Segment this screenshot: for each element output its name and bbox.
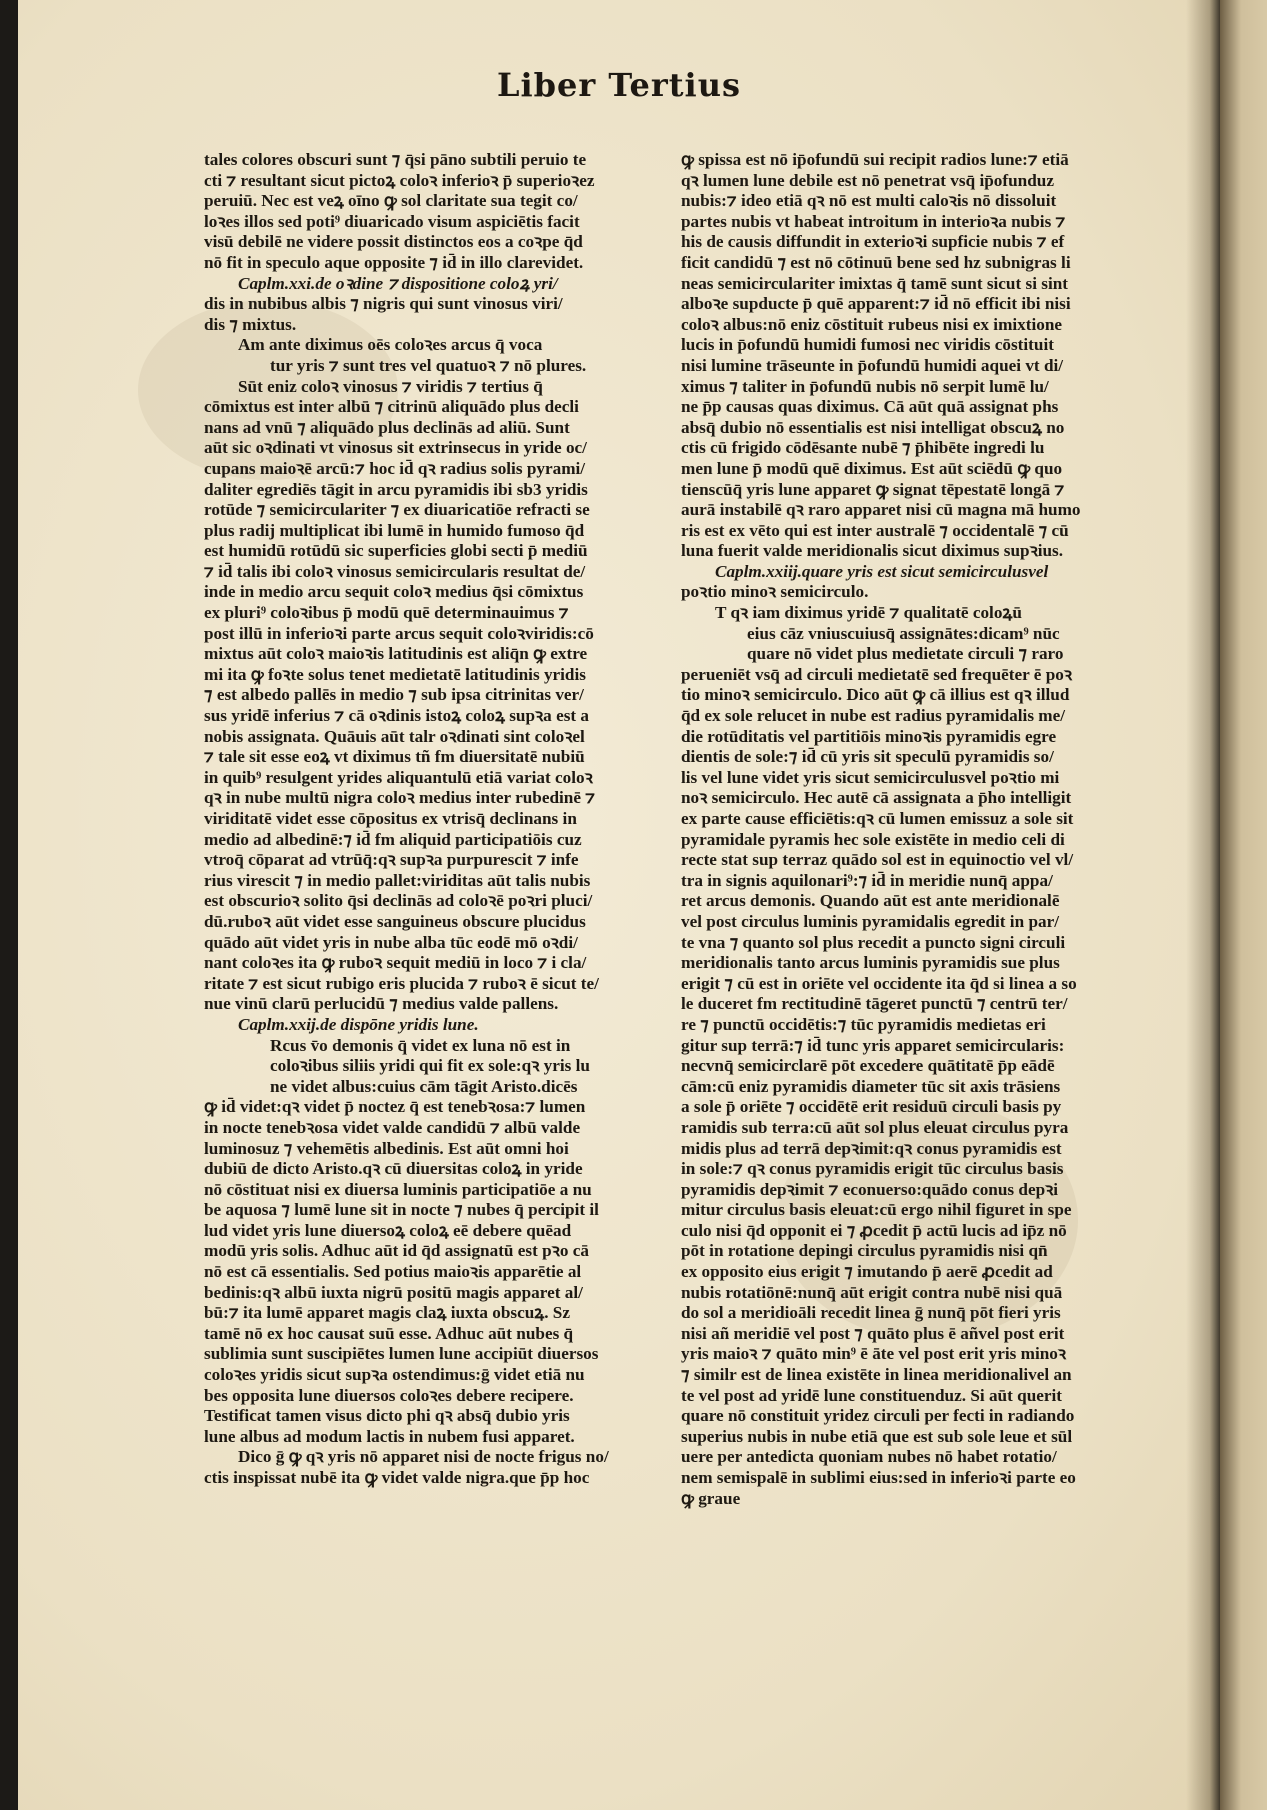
text-line: tio minoꝛ semicirculo. Dico aūt ꝙ cā illius est qꝛ illud xyxy=(681,685,1070,705)
text-line: vel post circulus luminis pyramidalis egredit in par/ xyxy=(681,911,1059,931)
text-line: nō cōstituat nisi ex diuersa luminis participatiōe a nu xyxy=(204,1179,592,1199)
text-line: qꝛ in nube multū nigra coloꝛ medius inter rubedinē ⁊ xyxy=(204,788,596,808)
text-line: coloꝛibus siliis yridi qui fit ex sole:qꝛ yris lu xyxy=(270,1056,590,1076)
text-line: in quib⁹ resulgent yrides aliquantulū etiā variat coloꝛ xyxy=(204,767,593,787)
text-line: meridionalis tanto arcus luminis pyramidis sue plus xyxy=(681,953,1060,973)
text-line: lud videt yris lune diuersoꝝ coloꝝ eē debere quēad xyxy=(204,1220,572,1240)
text-line: plus radij multiplicat ibi lumē in humido fumoso q̄d xyxy=(204,520,585,540)
text-line: sus yridē inferius ⁊ cā oꝛdinis istoꝝ coloꝝ supꝛa est a xyxy=(204,706,590,726)
text-line: die rotūditatis vel partitiōis minoꝛis pyramidis egre xyxy=(681,726,1057,746)
text-line: neas semicirculariter imixtas q̄ tamē sunt sicut si sint xyxy=(681,273,1069,293)
text-line: cti ⁊ resultant sicut pictoꝝ coloꝛ inferioꝛ p̄ superioꝛez xyxy=(204,170,595,190)
text-line: quare nō videt plus medietate circuli ⁊ raro xyxy=(747,644,1064,664)
text-line: ꝙ id̄ videt:qꝛ videt p̄ noctez q̄ est tenebꝛosa:⁊ lumen xyxy=(204,1097,586,1117)
text-line: cām:cū eniz pyramidis diameter tūc sit axis trāsiens xyxy=(681,1076,1061,1096)
text-line: nō est cā essentialis. Sed potius maioꝛis apparētie al xyxy=(204,1262,582,1282)
next-page-edge xyxy=(1220,0,1267,1810)
text-line: be aquosa ⁊ lumē lune sit in nocte ⁊ nubes q̄ percipit il xyxy=(204,1200,599,1220)
text-line: coloꝛes yridis sicut supꝛa ostendimus:ḡ videt etiā nu xyxy=(204,1365,585,1385)
text-line: lucis in p̄ofundū humidi fumosi nec viridis cōstituit xyxy=(681,335,1054,355)
text-line: nans ad vnū ⁊ aliquādo plus declinās ad aliū. Sunt xyxy=(204,417,570,437)
text-line: Am ante diximus oēs coloꝛes arcus q̄ voca xyxy=(238,335,543,355)
text-line: do sol a meridioāli recedit linea ḡ nunq̄ pōt fieri yris xyxy=(681,1303,1061,1323)
text-line: daliter egrediēs tāgit in arcu pyramidis ibi sb3 yridis xyxy=(204,479,588,499)
text-line: mitur circulus basis eleuat:cū ergo nihil figuret in spe xyxy=(681,1200,1072,1220)
text-line: nobis assignata. Quāuis aūt talr oꝛdinati sint coloꝛel xyxy=(204,726,585,746)
text-line: tales colores obscuri sunt ⁊ q̄si pāno subtili peruio te xyxy=(204,150,587,169)
text-line: sublimia sunt suscipiētes lumen lune accipiūt diuersos xyxy=(204,1344,599,1364)
text-line: his de causis diffundit in exterioꝛi supficie nubis ⁊ ef xyxy=(681,232,1065,252)
right-column xyxy=(681,150,1157,1509)
text-line: gitur sup terrā:⁊ id̄ tunc yris apparet semicircularis: xyxy=(681,1035,1065,1055)
text-line: dubiū de dicto Aristo.qꝛ cū diuersitas coloꝝ in yride xyxy=(204,1159,583,1179)
text-line: bedinis:qꝛ albū iuxta nigrū positū magis apparet al/ xyxy=(204,1282,583,1302)
text-line: ⁊ est albedo pallēs in medio ⁊ sub ipsa citrinitas ver/ xyxy=(204,685,584,705)
text-line: modū yris solis. Adhuc aūt id q̄d assignatū est pꝛo cā xyxy=(204,1241,589,1261)
text-line: loꝛes illos sed poti⁹ diuaricado visum aspiciētis facit xyxy=(204,211,580,231)
text-line: q̄d ex sole relucet in nube est radius pyramidalis me/ xyxy=(681,706,1066,726)
text-line: uere per antedicta quoniam nubes nō habet rotatio/ xyxy=(681,1447,1057,1467)
text-line: mixtus aūt coloꝛ maioꝛis latitudinis est aliq̄n ꝙ extre xyxy=(204,644,588,664)
text-line: ximus ⁊ taliter in p̄ofundū nubis nō serpit lumē lu/ xyxy=(681,376,1049,396)
text-line: dis ⁊ mixtus. xyxy=(204,314,297,334)
text-line: noꝛ semicirculo. Hec autē cā assignata a p̄ho intelligit xyxy=(681,788,1072,808)
text-line: lune albus ad modum lactis in nubem fusi apparet. xyxy=(204,1426,575,1446)
text-line: bū:⁊ ita lumē apparet magis claꝝ iuxta obscuꝝ. Sz xyxy=(204,1303,570,1323)
text-line: ⁊ similr est de linea existēte in linea meridionalivel an xyxy=(681,1365,1072,1385)
text-line: inde in medio arcu sequit coloꝛ medius q̄si cōmixtus xyxy=(204,582,584,602)
text-line: poꝛtio minoꝛ semicirculo. xyxy=(681,582,869,602)
text-line: in nocte tenebꝛosa videt valde candidū ⁊ albū valde xyxy=(204,1117,581,1137)
text-line: men lune p̄ modū quē diximus. Est aūt sciēdū ꝙ quo xyxy=(681,458,1063,478)
text-line: ⁊ tale sit esse eoꝝ vt diximus tñ fm diuersitatē nubiū xyxy=(204,747,585,767)
text-line: nubis:⁊ ideo etiā qꝛ nō est multi caloꝛis nō dissoluit xyxy=(681,191,1057,211)
text-line: cōmixtus est inter albū ⁊ citrinū aliquādo plus decli xyxy=(204,397,579,417)
text-line: ne videt albus:cuius cām tāgit Aristo.dicēs xyxy=(270,1076,578,1096)
text-line: dū.ruboꝛ aūt videt esse sanguineus obscure plucidus xyxy=(204,911,586,931)
text-line: necvnq̄ semicirclarē pōt excedere quātitatē p̄p eādē xyxy=(681,1056,1055,1076)
text-line: tamē nō ex hoc causat suū esse. Adhuc aūt nubes q̄ xyxy=(204,1323,574,1343)
text-line: viriditatē videt esse cōpositus ex vtrisq̄ declinans in xyxy=(204,809,577,828)
text-line: Testificat tamen visus dicto phi qꝛ absq̄ dubio yris xyxy=(204,1406,570,1426)
text-line: pōt in rotatione depingi circulus pyramidis nisi qn̄ xyxy=(681,1241,1048,1261)
left-column xyxy=(204,150,666,1489)
text-line: tur yris ⁊ sunt tres vel quatuoꝛ ⁊ nō plures. xyxy=(270,355,587,375)
text-line: ficit candidū ⁊ est nō cōtinuū bene sed hz subnigras li xyxy=(681,252,1071,272)
text-line: ctis cū frigido cōdēsante nubē ⁊ p̄hibēte ingredi lu xyxy=(681,438,1045,458)
text-line: aurā instabilē qꝛ raro apparet nisi cū magna mā humo xyxy=(681,500,1081,520)
text-line: ret arcus demonis. Quando aūt est ante meridionalē xyxy=(681,891,1060,911)
text-line: ⁊ id̄ talis ibi coloꝛ vinosus semicircularis resultat de/ xyxy=(204,561,586,581)
text-line: ne p̄p causas quas diximus. Cā aūt quā assignat phs xyxy=(681,397,1059,417)
text-line: a sole p̄ oriēte ⁊ occidētē erit residuū circuli basis py xyxy=(681,1097,1062,1117)
text-line: Dico ḡ ꝙ qꝛ yris nō apparet nisi de nocte frigus no/ xyxy=(238,1447,609,1467)
text-line: visū debilē ne videre possit distinctos eos a coꝛpe q̄d xyxy=(204,232,583,252)
text-line: recte stat sup terraz quādo sol est in equinoctio vel vl/ xyxy=(681,850,1074,870)
running-header: Liber Tertius xyxy=(497,66,741,104)
text-line: culo nisi q̄d opponit ei ⁊ ꝓcedit p̄ actū lucis ad ip̄z nō xyxy=(681,1220,1067,1240)
text-line: ritate ⁊ est sicut rubigo eris plucida ⁊ ruboꝛ ē sicut te/ xyxy=(204,973,599,993)
text-line: lis vel lune videt yris sicut semicirculusvel poꝛtio mi xyxy=(681,767,1060,787)
book-page xyxy=(18,0,1220,1810)
text-line: dientis de sole:⁊ id̄ cū yris sit speculū pyramidis so/ xyxy=(681,747,1054,767)
text-line: mi ita ꝙ foꝛte solus tenet medietatē latitudinis yridis xyxy=(204,664,586,684)
text-line: post illū in inferioꝛi parte arcus sequit coloꝛviridis:cō xyxy=(204,623,594,643)
text-line: ris est ex vēto qui est inter australē ⁊ occidentalē ⁊ cū xyxy=(681,520,1069,540)
text-line: ex parte cause efficiētis:qꝛ cū lumen emissuz a sole sit xyxy=(681,809,1074,828)
text-line: pyramidis depꝛimit ⁊ econuerso:quādo conus depꝛi xyxy=(681,1179,1059,1199)
text-line: tienscūq̄ yris lune apparet ꝙ signat tēpestatē longā ⁊ xyxy=(681,479,1065,499)
text-line: Caplm.xxi.de oꝛdine ⁊ dispositione coloꝝ yri/ xyxy=(238,273,558,293)
text-line: nem semispalē in sublimi eius:sed in inferioꝛi parte eo xyxy=(681,1468,1076,1487)
text-line: ctis inspissat nubē ita ꝙ videt valde nigra.que p̄p hoc xyxy=(204,1468,590,1487)
text-line: alboꝛe supducte p̄ quē apparent:⁊ id̄ nō efficit ibi nisi xyxy=(681,294,1071,314)
text-line: quare nō constituit yridez circuli per fecti in radiando xyxy=(681,1406,1075,1426)
text-line: re ⁊ punctū occidētis:⁊ tūc pyramidis medietas eri xyxy=(681,1014,1046,1034)
text-line: peruiū. Nec est veꝝ oīno ꝙ sol claritate sua tegit co/ xyxy=(204,191,578,211)
text-line: ramidis sub terra:cū aūt sol plus eleuat circulus pyra xyxy=(681,1117,1069,1137)
text-line: te vel post ad yridē lune constituenduz. Si aūt querit xyxy=(681,1385,1063,1405)
text-line: yris maioꝛ ⁊ quāto min⁹ ē āte vel post erit yris minoꝛ xyxy=(681,1344,1067,1364)
text-line: est obscurioꝛ solito q̄si declinās ad coloꝛē poꝛri pluci/ xyxy=(204,891,593,911)
text-line: est humidū rotūdū sic superficies globi secti p̄ mediū xyxy=(204,541,588,561)
text-line: nue vinū clarū perlucidū ⁊ medius valde pallens. xyxy=(204,994,559,1014)
text-line: vtroq̄ cōparat ad vtrūq̄:qꝛ supꝛa purpurescit ⁊ infe xyxy=(204,850,579,870)
text-line: Caplm.xxiij.quare yris est sicut semicirculusvel xyxy=(715,561,1049,581)
text-line: Sūt eniz coloꝛ vinosus ⁊ viridis ⁊ tertius q̄ xyxy=(238,376,543,396)
text-line: pyramidale pyramis hec sole existēte in medio celi di xyxy=(681,829,1065,849)
text-line: superius nubis in nube etiā que est sub sole leue et sūl xyxy=(681,1426,1073,1446)
text-line: nisi lumine trāseunte in p̄ofundū humidi aquei vt di/ xyxy=(681,355,1064,375)
text-line: rotūde ⁊ semicirculariter ⁊ ex diuaricatiōe refracti se xyxy=(204,500,590,520)
text-line: le duceret fm rectitudinē tāgeret punctū ⁊ centrū ter/ xyxy=(681,994,1068,1014)
text-line: partes nubis vt habeat introitum in interioꝛa nubis ⁊ xyxy=(681,211,1066,231)
text-line: luminosuz ⁊ vehemētis albedinis. Est aūt omni hoi xyxy=(204,1138,569,1158)
text-line: medio ad albedinē:⁊ id̄ fm aliquid participatiōis cuz xyxy=(204,829,582,849)
text-line: in sole:⁊ qꝛ conus pyramidis erigit tūc circulus basis xyxy=(681,1159,1064,1179)
text-line: cupans maioꝛē arcū:⁊ hoc id̄ qꝛ radius solis pyrami/ xyxy=(204,458,586,478)
text-line: aūt sic oꝛdinati vt vinosus sit extrinsecus in yride oc/ xyxy=(204,438,587,458)
text-line: erigit ⁊ cū est in oriēte vel occidente ita q̄d si linea a so xyxy=(681,973,1077,993)
text-line: Caplm.xxij.de dispōne yridis lune. xyxy=(238,1014,479,1034)
text-line: coloꝛ albus:nō eniz cōstituit rubeus nisi ex imixtione xyxy=(681,314,1063,334)
text-line: ꝙ spissa est nō ip̄ofundū sui recipit radios lune:⁊ etiā xyxy=(681,150,1069,169)
text-line: luna fuerit valde meridionalis sicut diximus supꝛius. xyxy=(681,541,1064,561)
text-line: perueniēt vsq̄ ad circuli medietatē sed frequēter ē poꝛ xyxy=(681,664,1072,684)
text-line: ex opposito eius erigit ⁊ imutando p̄ aerē ꝓcedit ad xyxy=(681,1262,1053,1282)
text-line: qꝛ lumen lune debile est nō penetrat vsq̄ ip̄ofunduz xyxy=(681,170,1054,190)
text-line: absq̄ dubio nō essentialis est nisi intelligat obscuꝝ no xyxy=(681,417,1065,437)
text-line: eius cāz vniuscuiusq̄ assignātes:dicam⁹ nūc xyxy=(747,623,1060,643)
text-line: nisi añ meridiē vel post ⁊ quāto plus ē añvel post erit xyxy=(681,1323,1065,1343)
text-line: te vna ⁊ quanto sol plus recedit a puncto signi circuli xyxy=(681,932,1066,952)
text-line: nō fit in speculo aque opposite ⁊ id̄ in illo clarevidet. xyxy=(204,252,584,272)
page-gutter-shadow xyxy=(1186,0,1220,1810)
text-line: T qꝛ iam diximus yridē ⁊ qualitatē coloꝝū xyxy=(715,603,1022,623)
text-line: Rcus v̄o demonis q̄ videt ex luna nō est in xyxy=(270,1035,571,1055)
text-line: quādo aūt videt yris in nube alba tūc eodē mō oꝛdi/ xyxy=(204,932,578,952)
text-line: tra in signis aquilonari⁹:⁊ id̄ in meridie nunq̄ appa/ xyxy=(681,870,1053,890)
text-line: midis plus ad terrā depꝛimit:qꝛ conus pyramidis est xyxy=(681,1138,1062,1158)
text-line: rius virescit ⁊ in medio pallet:viriditas aūt talis nubis xyxy=(204,870,591,890)
text-line: ex pluri⁹ coloꝛibus p̄ modū quē determinauimus ⁊ xyxy=(204,603,569,623)
text-line: ꝙ graue xyxy=(681,1488,741,1508)
text-line: bes opposita lune diuersos coloꝛes debere recipere. xyxy=(204,1385,574,1405)
text-line: nant coloꝛes ita ꝙ ruboꝛ sequit mediū in loco ⁊ i cla/ xyxy=(204,953,587,973)
text-line: dis in nubibus albis ⁊ nigris qui sunt vinosus viri/ xyxy=(204,294,563,314)
text-line: nubis rotatiōnē:nunq̄ aūt erigit contra nubē nisi quā xyxy=(681,1282,1063,1302)
